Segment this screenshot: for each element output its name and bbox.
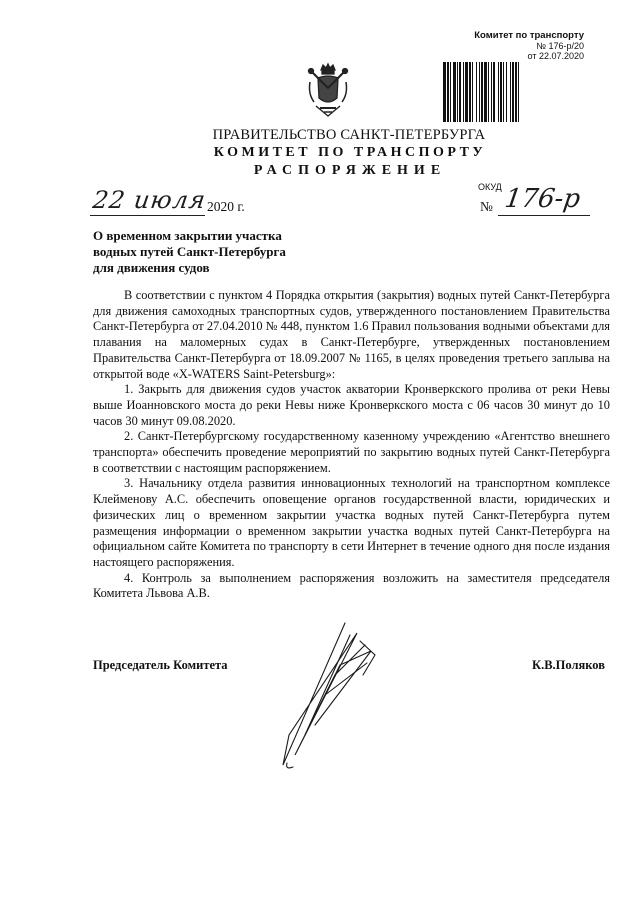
document-body [93, 288, 610, 602]
barcode-bar [510, 62, 511, 122]
date-underline [90, 215, 205, 216]
barcode-bar [465, 62, 468, 122]
barcode-bar [498, 62, 499, 122]
stamp-date: от 22.07.2020 [527, 51, 584, 61]
signatory-title: Председатель Комитета [93, 658, 228, 672]
stamp-organization: Комитет по транспорту [474, 30, 584, 41]
stamp-number: № 176-р/20 [536, 41, 584, 51]
subject-line: водных путей Санкт-Петербурга [93, 244, 286, 259]
barcode-bar [443, 62, 446, 122]
barcode-bar [479, 62, 480, 122]
barcode-bar [518, 62, 519, 122]
body-paragraph: 3. Начальнику отдела развития инновационных технологий на транспортном комплексе Клейменову А.С. обеспечить оповещение органов государственной власти, юридических и физических лиц о временном закрытии участка водных путей Санкт-Петербурга путем размещения информации о временном закрытии участка водных путей Санкт-Петербурга на официальном сайте Комитета по транспорту в сети Интернет в течение одного дня после издания настоящего распоряжения. [93, 476, 610, 569]
barcode-bar [459, 62, 461, 122]
barcode-bar [488, 62, 489, 122]
barcode-bar [450, 62, 451, 122]
subject-line: О временном закрытии участка [93, 228, 282, 243]
barcode-bar [506, 62, 507, 122]
handwritten-date: 22 июля [91, 186, 208, 214]
barcode-bar [493, 62, 495, 122]
registration-stamp [434, 30, 584, 61]
okud-label: ОКУД [478, 182, 502, 192]
document-type: РАСПОРЯЖЕНИЕ [253, 163, 447, 178]
signatory-name: К.В.Поляков [532, 658, 605, 672]
number-underline [498, 215, 590, 216]
barcode-bar [457, 62, 458, 122]
body-paragraph: 2. Санкт-Петербургскому государственному казенному учреждению «Агентство внешнего транспорта» обеспечить проведение мероприятий по закрытию водных путей Санкт-Петербурга в соответствии с настоящим распоряжением. [93, 429, 610, 475]
barcode-bar [453, 62, 456, 122]
body-paragraph: В соответствии с пунктом 4 Порядка открытия (закрытия) водных путей Санкт-Петербурга для движения самоходных транспортных судов, утвержденного постановлением Правительства Санкт-Петербурга от 27.04.2010 № 448, пунктом 1.6 Правил пользования водными объектами для плавания на маломерных судах в Санкт-Петербурге, утвержденных постановлением Правительства Санкт-Петербурга от 18.09.2007 № 1165, в целях проведения третьего заплыва на открытой воде «X-WATERS Saint-Petersburg»: [93, 288, 610, 381]
barcode-bar [447, 62, 449, 122]
government-name: ПРАВИТЕЛЬСТВО САНКТ-ПЕТЕРБУРГА [212, 127, 486, 143]
body-paragraph: 1. Закрыть для движения судов участок акватории Кронверкского пролива от реки Невы выше Иоанновского моста до реки Невы ниже Кронверкского моста с 06 часов 30 минут до 10 часов 30 минут 09.08.2020. [93, 382, 610, 428]
document-subject [93, 228, 333, 276]
barcode-bar [476, 62, 477, 122]
handwritten-signature [275, 615, 390, 775]
barcode-bar [503, 62, 504, 122]
printed-year: 2020 г. [207, 199, 245, 214]
barcode [443, 62, 583, 122]
barcode-bar [472, 62, 473, 122]
body-paragraph: 4. Контроль за выполнением распоряжения возложить на заместителя председателя Комитета Львова А.В. [93, 570, 610, 601]
coat-of-arms-icon [306, 62, 350, 120]
barcode-bar [481, 62, 483, 122]
handwritten-number: 176-р [502, 184, 583, 214]
subject-line: для движения судов [93, 260, 210, 275]
barcode-bar [491, 62, 492, 122]
barcode-bar [512, 62, 514, 122]
barcode-bar [500, 62, 502, 122]
committee-name: КОМИТЕТ ПО ТРАНСПОРТУ [213, 145, 487, 160]
barcode-bar [484, 62, 487, 122]
barcode-bar [469, 62, 471, 122]
barcode-bar [515, 62, 517, 122]
barcode-bar [463, 62, 464, 122]
number-label: № [480, 199, 493, 214]
